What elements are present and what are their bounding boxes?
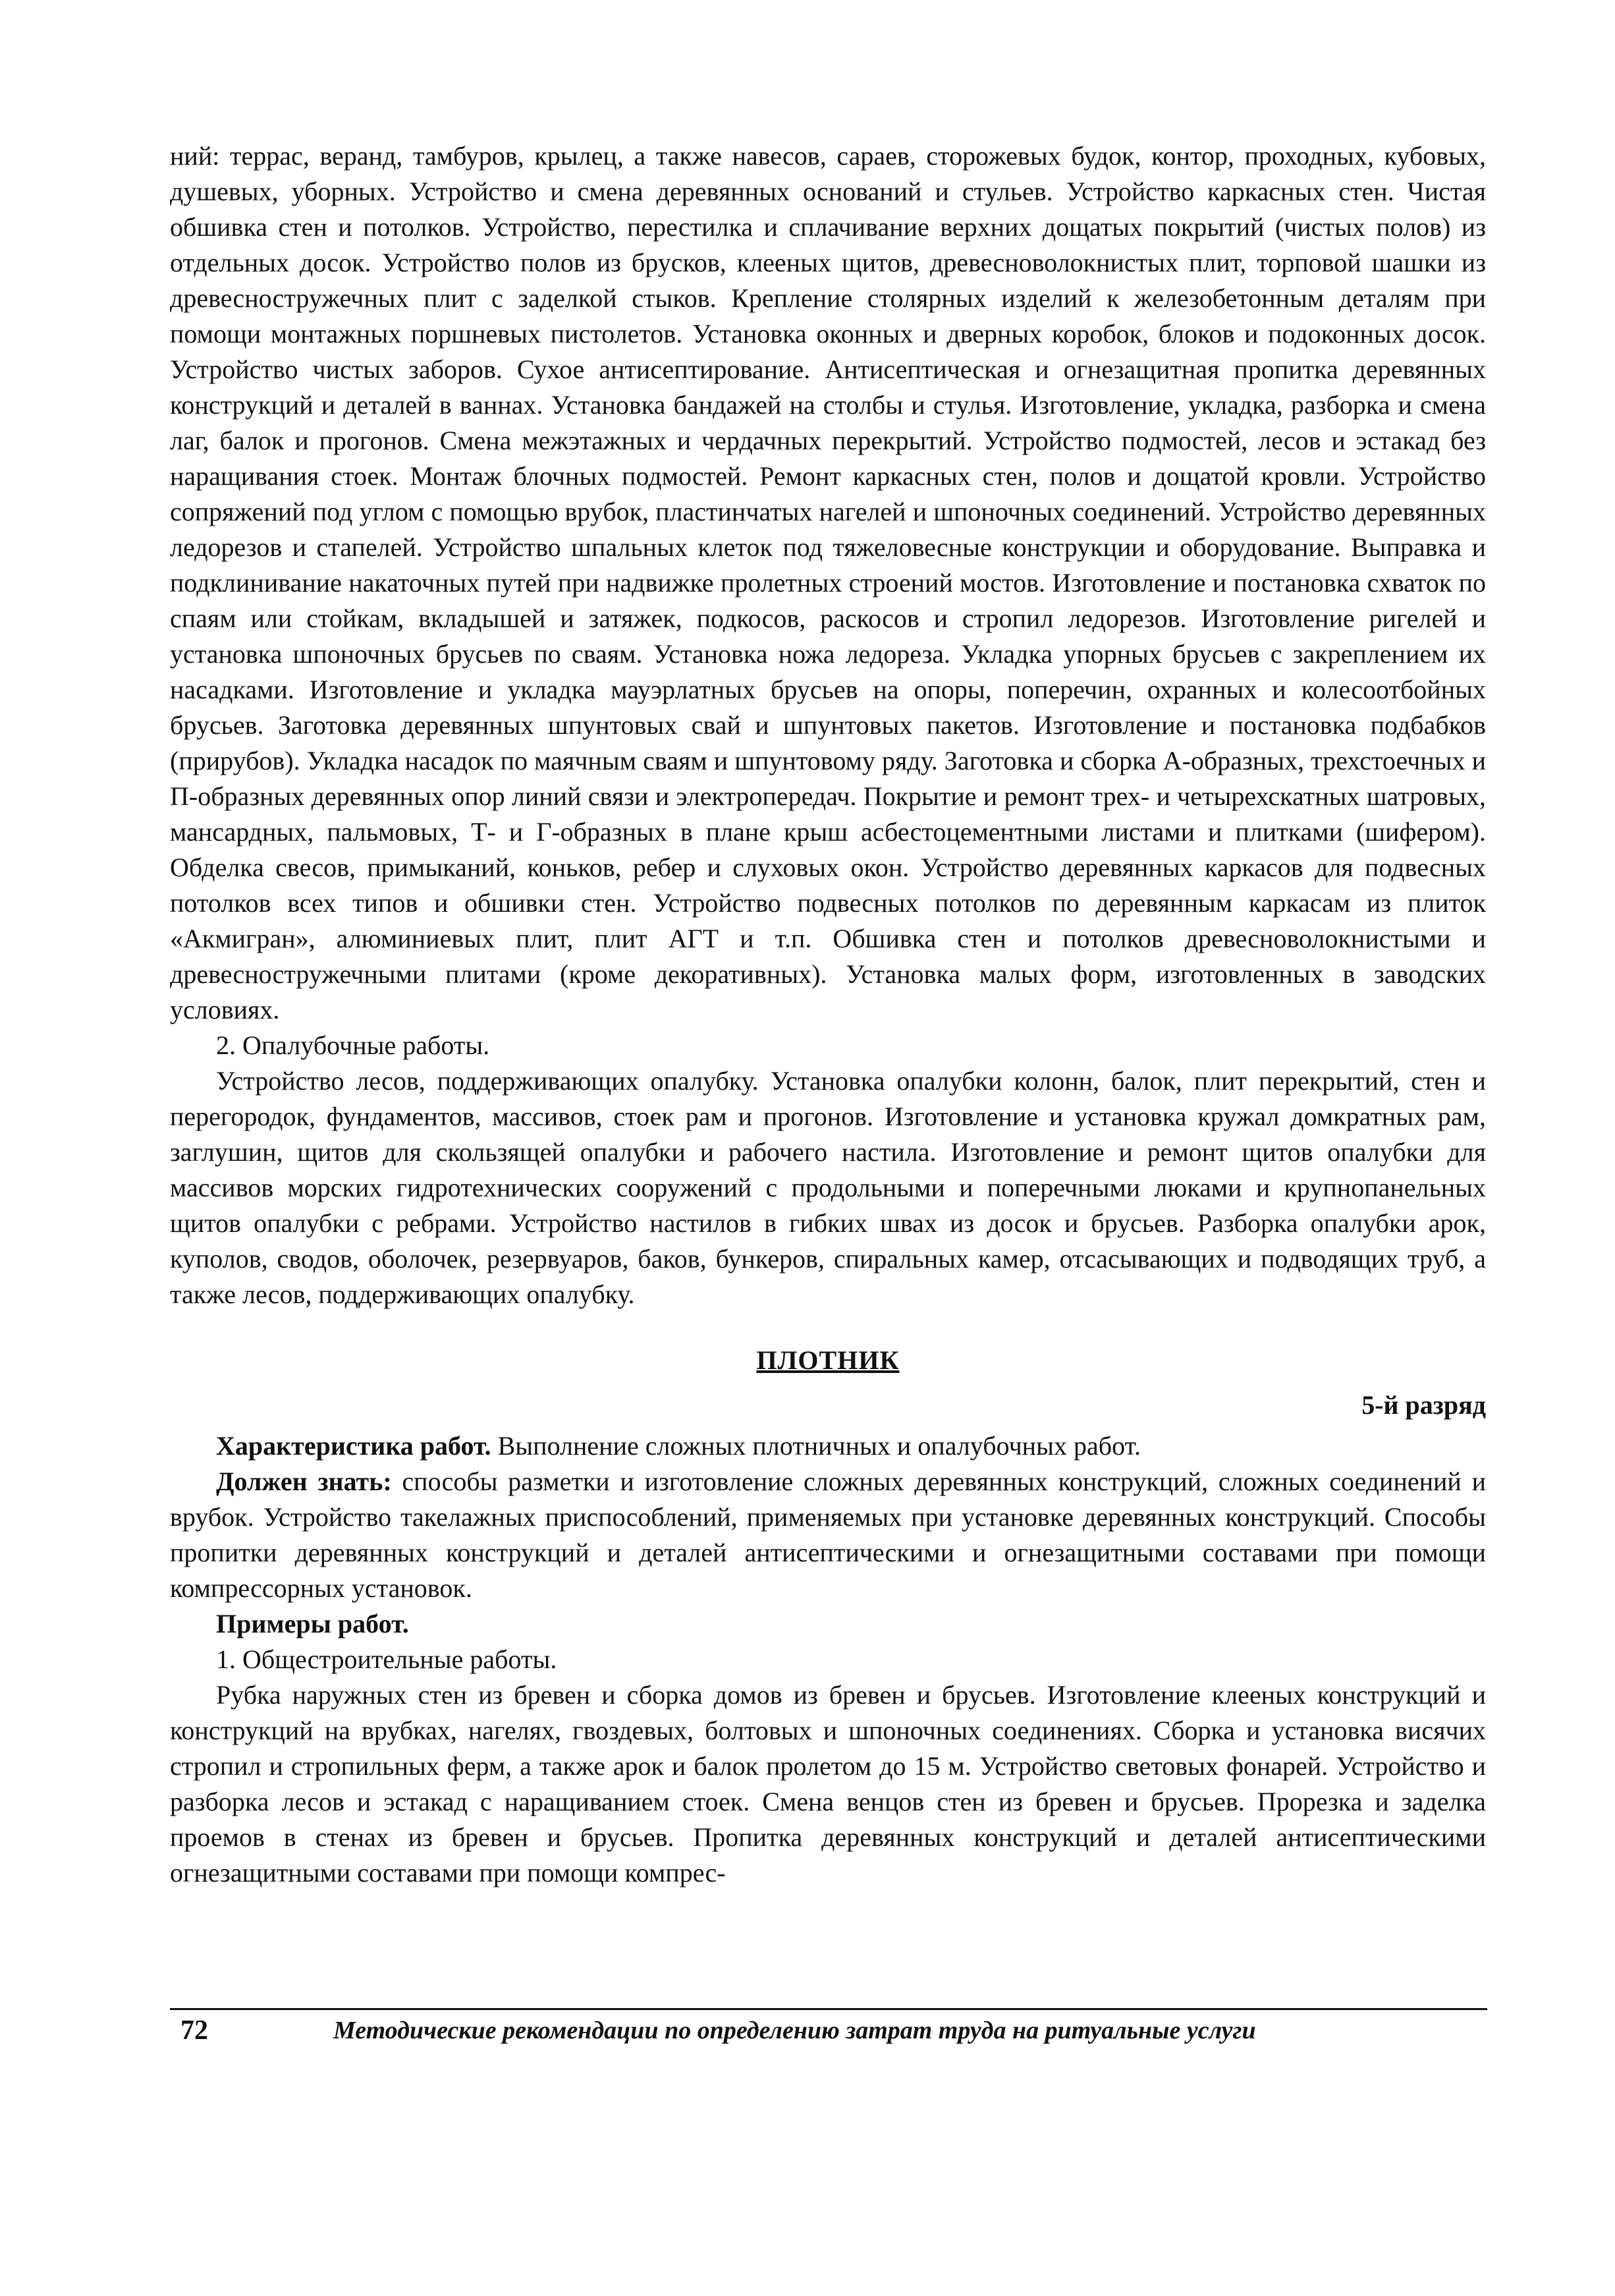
knowledge-label: Должен знать: — [216, 1467, 392, 1496]
paragraph-continuation: ний: террас, веранд, тамбуров, крылец, а также навесов, сараев, сторожевых будок, контор, проходных, кубовых, душевых, уборных. Устройство и смена деревянных оснований и стульев. Устройство каркасных стен. Чистая обшивка стен и потолков. Устройство, перестилка и сплачивание верхних дощатых покрытий (чистых полов) из отдельных досок. Устройство полов из брусков, клееных щитов, древесноволокнистых плит, торповой шашки из древесностружечных плит с заделкой стыков. Крепление столярных изделий к железобетонным деталям при помощи монтажных поршневых пистолетов. Установка оконных и дверных коробок, блоков и подоконных досок. Устройство чистых заборов. Сухое антисептирование. Антисептическая и огнезащитная пропитка деревянных конструкций и деталей в ваннах. Установка бандажей на столбы и стулья. Изготовление, укладка, разборка и смена лаг, балок и прогонов. Смена межэтажных и чердачных перекрытий. Устройство подмостей, лесов и эстакад без наращивания стоек. Монтаж блочных подмостей. Ремонт каркасных стен, полов и дощатой кровли. Устройство сопряжений под углом с помощью врубок, пластинчатых нагелей и шпоночных соединений. Устройство деревянных ледорезов и стапелей. Устройство шпальных клеток под тяжеловесные конструкции и оборудование. Выправка и подклинивание накаточных путей при надвижке пролетных строений мостов. Изготовление и постановка схваток по спаям или стойкам, вкладышей и затяжек, подкосов, раскосов и стропил ледорезов. Изготовление ригелей и установка шпоночных брусьев по сваям. Установка ножа ледореза. Укладка упорных брусьев с закреплением их насадками. Изготовление и укладка мауэрлатных брусьев на опоры, поперечин, охранных и колесоотбойных брусьев. Заготовка деревянных шпунтовых свай и шпунтовых пакетов. Изготовление и постановка подбабков (прирубов). Укладка насадок по маячным сваям и шпунтовому ряду. Заготовка и сборка А-образных, трехстоечных и П-образных деревянных опор линий связи и электропередач. Покрытие и ремонт трех- и четырехскатных шатровых, мансардных, пальмовых, Т- и Г-образных в плане крыш асбестоцементными листами и плитками (шифером). Обделка свесов, примыканий, коньков, ребер и слуховых окон. Устройство деревянных каркасов для подвесных потолков всех типов и обшивки стен. Устройство подвесных потолков по деревянным каркасам из плиток «Акмигран», алюминиевых плит, плит АГТ и т.п. Обшивка стен и потолков древесноволокнистыми и древесностружечными плитами (кроме декоративных). Установка малых форм, изготовленных в заводских условиях. — [170, 141, 1486, 1024]
running-title: Методические рекомендации по определению затрат труда на ритуальные услуги — [333, 2017, 1256, 2044]
paragraph-characteristic — [170, 1428, 1486, 1464]
list-item-general-heading: 1. Общестроительные работы. — [216, 1644, 557, 1674]
paragraph-general-works: Рубка наружных стен из бревен и сборка домов из бревен и брусьев. Изготовление клееных конструкций и конструкций на врубках, нагелях, гвоздевых, болтовых и шпоночных соединениях. Сборка и установка висячих стропил и стропильных ферм, а также арок и балок пролетом до 15 м. Устройство световых фонарей. Устройство и разборка лесов и эстакад с наращиванием стоек. Смена венцов стен из бревен и брусьев. Прорезка и заделка проемов в стенах из бревен и брусьев. Пропитка деревянных конструкций и деталей антисептическими огнезащитными составами при помощи компрес- — [170, 1680, 1486, 1888]
characteristic-label: Характеристика работ. — [216, 1431, 491, 1461]
footer-divider — [170, 2008, 1487, 2010]
page-footer — [170, 2012, 1487, 2049]
examples-label: Примеры работ. — [216, 1609, 409, 1638]
paragraph-formwork: Устройство лесов, поддерживающих опалубку. Установка опалубки колонн, балок, плит перекрытий, стен и перегородок, фундаментов, массивов, стоек рам и прогонов. Изготовление и установка кружал домкратных рам, заглушин, щитов для скользящей опалубки и рабочего настила. Изготовление и ремонт щитов опалубки для массивов морских гидротехнических сооружений с продольными и поперечными люками и крупнопанельных щитов опалубки с ребрами. Устройство настилов в гибких швах из досок и брусьев. Разборка опалубки арок, куполов, сводов, оболочек, резервуаров, баков, бункеров, спиральных камер, отсасывающих и подводящих труб, а также лесов, поддерживающих опалубку. — [170, 1066, 1486, 1309]
section-title: ПЛОТНИК — [756, 1345, 900, 1375]
paragraph-knowledge — [170, 1464, 1486, 1606]
grade-label: 5-й разряд — [1361, 1390, 1486, 1420]
list-item-formwork-heading: 2. Опалубочные работы. — [216, 1030, 490, 1060]
knowledge-text: способы разметки и изготовление сложных деревянных конструкций, сложных соединений и врубок. Устройство такелажных приспособлений, применяемых при установке деревянных конструкций. Способы пропитки деревянных конструкций и деталей антисептическими и огнезащитными составами при помощи компрессорных установок. — [170, 1467, 1486, 1603]
page-number: 72 — [180, 2015, 208, 2046]
characteristic-text: Выполнение сложных плотничных и опалубочных работ. — [491, 1431, 1141, 1461]
page-body — [170, 138, 1486, 1891]
